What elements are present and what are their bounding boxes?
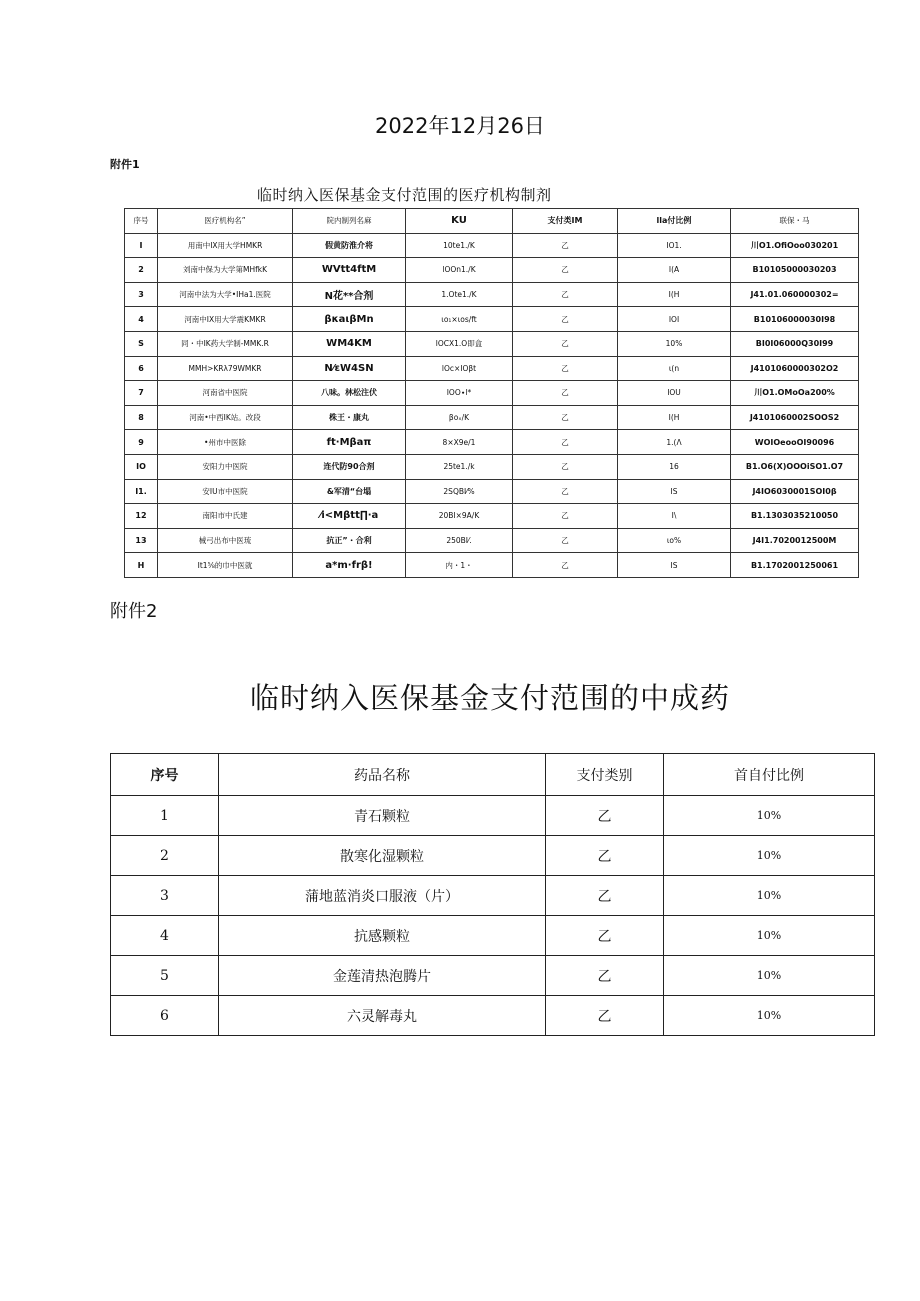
table-cell: I(H [618,405,731,430]
table-cell: 河南中法为大学•IHa1.医院 [158,282,293,307]
table-cell: 250BI⁄. [406,528,513,553]
table-cell: 5 [111,956,219,996]
table-row [111,916,875,956]
table-cell: 10% [664,916,875,956]
table-cell: 械弓出布中医琉 [158,528,293,553]
table-cell: 川O1.OfiOoo030201 [731,233,859,258]
table-cell: MMH>KRλ79WMKR [158,356,293,381]
table-row [125,405,859,430]
column-header: KU [406,209,513,234]
table-row [125,553,859,578]
table-cell: 乙 [546,996,664,1036]
table-cell: 12 [125,504,158,529]
table-cell: IOI [618,307,731,332]
table-cell: IOU [618,381,731,406]
table-cell: ft∙Mβaπ [293,430,406,455]
table-cell: IO1. [618,233,731,258]
table-cell: It1⅝的巾中医就 [158,553,293,578]
table-cell: 乙 [513,258,618,283]
table-cell: lOc×IOβt [406,356,513,381]
table-cell: 10% [664,796,875,836]
institution-preparations-table [124,208,859,578]
table-cell: 株王・康丸 [293,405,406,430]
table-cell: 2SQBI⁄% [406,479,513,504]
table-row [125,430,859,455]
table-cell: a*m∙frβ! [293,553,406,578]
table-cell: B10105000030203 [731,258,859,283]
table-cell: B1.1702001250061 [731,553,859,578]
table-row [125,356,859,381]
table-cell: 乙 [513,405,618,430]
table-cell: I\ [618,504,731,529]
table-cell: 安IU市中医院 [158,479,293,504]
table-cell: IO [125,454,158,479]
table-cell: WOIOeooOI90096 [731,430,859,455]
table-cell: 刘南中保为大学第MHfkK [158,258,293,283]
table-row [111,996,875,1036]
table-cell: 10% [618,331,731,356]
table-cell: B10106000030I98 [731,307,859,332]
table-cell: 乙 [546,956,664,996]
table-cell: 连代防90合剂 [293,454,406,479]
table-cell: 乙 [513,282,618,307]
chinese-medicine-table [110,753,875,1036]
table-cell: 3 [111,876,219,916]
table-cell: 乙 [513,307,618,332]
table-cell: 3 [125,282,158,307]
table-row [111,956,875,996]
table-row [111,796,875,836]
table-cell: 同・中IK药大学制-MMK.R [158,331,293,356]
table-cell: 河南省中医院 [158,381,293,406]
table-row [125,258,859,283]
table-cell: 乙 [513,331,618,356]
table-cell: I(A [618,258,731,283]
table-cell: βκaιβMn [293,307,406,332]
table-cell: 9 [125,430,158,455]
table-cell: S [125,331,158,356]
table-cell: B1.O6(X)OOOiSO1.O7 [731,454,859,479]
table-cell: N花**合剂 [293,282,406,307]
table-cell: &军清“台塌 [293,479,406,504]
table-cell: J4101060002SOOS2 [731,405,859,430]
column-header: 药品名称 [219,754,546,796]
table-header-row [111,754,875,796]
table-row [125,282,859,307]
table-cell: •州市中医除 [158,430,293,455]
table-cell: H [125,553,158,578]
table-cell: 乙 [513,356,618,381]
table-cell: 1.(Λ [618,430,731,455]
attachment-1-label: 附件1 [110,158,140,171]
table-header-row [125,209,859,234]
table-cell: 乙 [513,553,618,578]
column-header: 首自付比例 [664,754,875,796]
table-row [125,454,859,479]
table-cell: ιo% [618,528,731,553]
table-row [125,381,859,406]
table-cell: 乙 [513,454,618,479]
table-row [111,876,875,916]
table-cell: I(H [618,282,731,307]
table-cell: ι(n [618,356,731,381]
table-cell: I1. [125,479,158,504]
table-cell: 2 [125,258,158,283]
table-cell: 乙 [513,479,618,504]
table-cell: 用南中IX用大学HMKR [158,233,293,258]
table-row [111,836,875,876]
table-cell: B1.1303035210050 [731,504,859,529]
attachment-2-label: 附件2 [110,601,158,622]
table-cell: J4101060000302O2 [731,356,859,381]
table-cell: 青石颗粒 [219,796,546,836]
table-cell: 10% [664,836,875,876]
table-cell: 16 [618,454,731,479]
table-cell: 河南中IX用大学震KMKR [158,307,293,332]
attachment-2-title: 临时纳入医保基金支付范围的中成药 [249,681,730,715]
table-cell: 六灵解毒丸 [219,996,546,1036]
table-cell: J4IO6030001SOI0β [731,479,859,504]
table-cell: 八味。林松注伏 [293,381,406,406]
table-cell: 4 [111,916,219,956]
table-cell: 乙 [513,504,618,529]
column-header: 序号 [125,209,158,234]
table-cell: 蒲地蓝消炎口服液（片） [219,876,546,916]
table-row [125,233,859,258]
table-cell: 8 [125,405,158,430]
table-cell: lOOn1./K [406,258,513,283]
table-cell: 内・1・ [406,553,513,578]
table-cell: I [125,233,158,258]
table-cell: 假黄防淮介将 [293,233,406,258]
table-cell: 河南•中西IK站。改段 [158,405,293,430]
document-date: 2022年12月26日 [375,114,545,138]
table-cell: 1.Ote1./K [406,282,513,307]
table-cell: 乙 [513,381,618,406]
table-cell: 乙 [513,528,618,553]
table-cell: IS [618,479,731,504]
table-cell: 4 [125,307,158,332]
table-cell: 2 [111,836,219,876]
table-row [125,504,859,529]
table-row [125,307,859,332]
table-cell: 散寒化湿颗粒 [219,836,546,876]
table-cell: 8×X9e/1 [406,430,513,455]
table-cell: 6 [111,996,219,1036]
table-cell: IOO∙l* [406,381,513,406]
table-cell: 乙 [546,836,664,876]
table-cell: J41.01.060000302= [731,282,859,307]
table-cell: 1 [111,796,219,836]
table-cell: WVtt4ftM [293,258,406,283]
attachment-1-title: 临时纳入医保基金支付范围的医疗机构制剂 [257,186,552,204]
table-cell: 川O1.OMoOa200% [731,381,859,406]
table-cell: ⁄i<Mβtt∏∙a [293,504,406,529]
column-header: 院内制列名麻 [293,209,406,234]
table-cell: 乙 [513,430,618,455]
table-cell: ιo₁×ιos/ft [406,307,513,332]
table-cell: BI0I06000Q30I99 [731,331,859,356]
table-cell: 10% [664,956,875,996]
table-cell: 13 [125,528,158,553]
table-cell: 乙 [513,233,618,258]
table-cell: 10te1./K [406,233,513,258]
column-header: 支付类IM [513,209,618,234]
table-cell: 10% [664,876,875,916]
table-row [125,331,859,356]
table-cell: 乙 [546,876,664,916]
column-header: lla付比例 [618,209,731,234]
table-cell: 抗正”・合利 [293,528,406,553]
table-cell: IS [618,553,731,578]
column-header: 序号 [111,754,219,796]
table-cell: 10% [664,996,875,1036]
table-row [125,479,859,504]
column-header: 医疗机构名” [158,209,293,234]
table-cell: 7 [125,381,158,406]
table-cell: N⁄εW4SN [293,356,406,381]
table-cell: 25te1./k [406,454,513,479]
table-cell: 乙 [546,916,664,956]
table-cell: 20BI×9A/K [406,504,513,529]
table-cell: 安阳力中医院 [158,454,293,479]
table-cell: 乙 [546,796,664,836]
table-cell: 6 [125,356,158,381]
column-header: 支付类别 [546,754,664,796]
table-cell: 抗感颗粒 [219,916,546,956]
table-cell: 金莲清热泡腾片 [219,956,546,996]
table-cell: J4I1.7020012500M [731,528,859,553]
table-row [125,528,859,553]
table-cell: βoₓ/K [406,405,513,430]
table-cell: WM4KM [293,331,406,356]
table-cell: 南阳市中氏建 [158,504,293,529]
column-header: 联保・马 [731,209,859,234]
table-cell: lOCX1.O即盒 [406,331,513,356]
